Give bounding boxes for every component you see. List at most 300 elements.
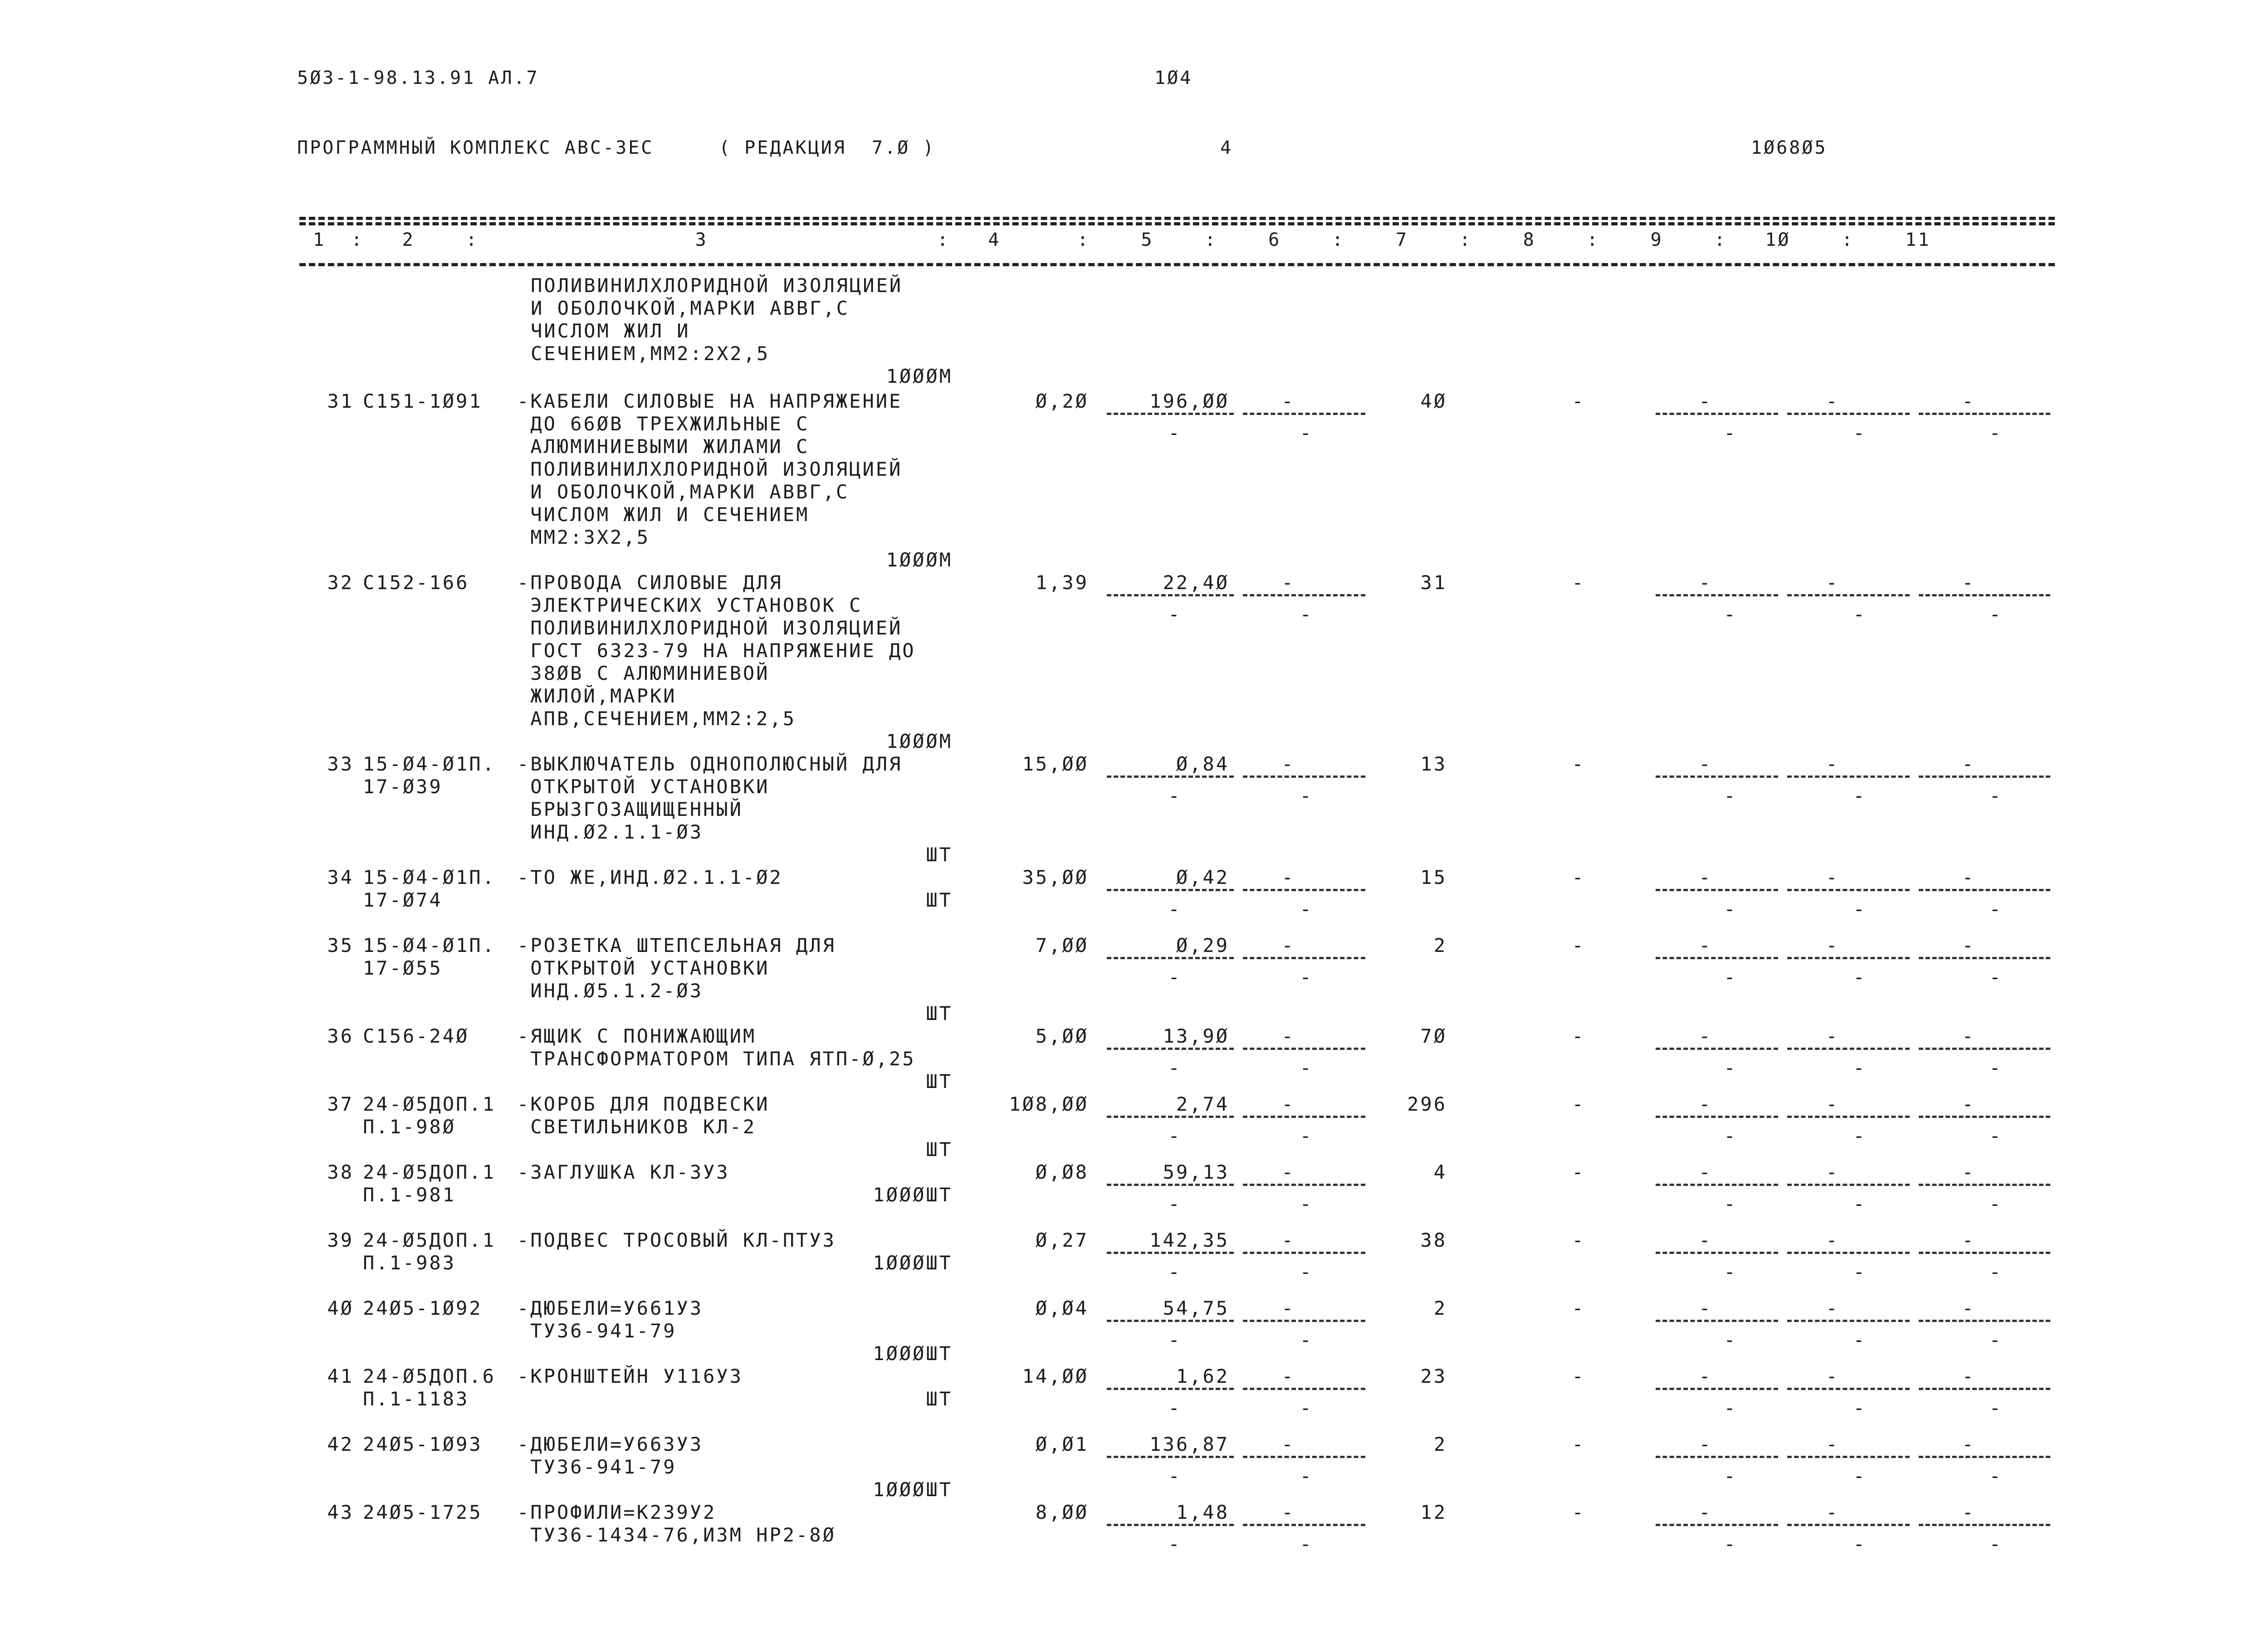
col9-underline (1656, 776, 1778, 778)
col10-underline (1787, 1388, 1910, 1390)
col5-second-dash: - (1168, 898, 1182, 920)
col10-underline (1787, 1456, 1910, 1458)
col11-value: - (1962, 934, 1975, 956)
col5-second-dash: - (1168, 603, 1182, 625)
row-unit: ШТ (926, 1388, 953, 1410)
col10-underline (1787, 957, 1910, 959)
row-number: 31 (327, 390, 354, 412)
top-rule (299, 217, 2055, 220)
col5-underline (1107, 594, 1234, 596)
row-number: 42 (327, 1433, 354, 1455)
col9-value: - (1699, 1297, 1712, 1319)
col10-value: - (1826, 1093, 1839, 1115)
col11-second-dash: - (1989, 1261, 2003, 1283)
col5-value: 13,9Ø (1163, 1025, 1229, 1047)
col9-underline (1656, 594, 1778, 596)
col10-value: - (1826, 1501, 1839, 1523)
col9-value: - (1699, 390, 1712, 412)
col9-underline (1656, 957, 1778, 959)
col10-underline (1787, 889, 1910, 891)
col11-second-dash: - (1989, 603, 2003, 625)
col11-underline (1919, 1252, 2050, 1254)
col5-underline (1107, 1184, 1234, 1186)
row-unit: 1ØØØМ (886, 730, 953, 752)
col10-value: - (1826, 1025, 1839, 1047)
col5-underline (1107, 957, 1234, 959)
col8-value: - (1572, 866, 1585, 888)
col6-second-dash: - (1300, 1533, 1313, 1555)
col11-underline (1919, 1388, 2050, 1390)
row-code: 15-Ø4-Ø1П. (363, 866, 496, 888)
col6-second-dash: - (1300, 1057, 1313, 1079)
col11-second-dash: - (1989, 1125, 2003, 1147)
col11-value: - (1962, 866, 1975, 888)
col4-value: 15,ØØ (1022, 753, 1089, 775)
row-description: АПВ,СЕЧЕНИЕМ,ММ2:2,5 (517, 707, 797, 730)
row-unit: 1ØØØШТ (873, 1478, 953, 1501)
col5-second-dash: - (1168, 1125, 1182, 1147)
row-description: ПОЛИВИНИЛХЛОРИДНОЙ ИЗОЛЯЦИЕЙ (517, 458, 903, 480)
row-code: 24-Ø5ДОП.6 (363, 1365, 496, 1387)
col10-value: - (1826, 1433, 1839, 1455)
col9-underline (1656, 1388, 1778, 1390)
continuation-unit: 1ØØØМ (886, 365, 953, 387)
col9-value: - (1699, 1433, 1712, 1455)
row-description: -ЗАГЛУШКА КЛ-3У3 (517, 1161, 730, 1183)
row-unit: ШТ (926, 844, 953, 866)
col6-second-dash: - (1300, 1261, 1313, 1283)
row-description: -РОЗЕТКА ШТЕПСЕЛЬНАЯ ДЛЯ (517, 934, 836, 956)
col11-underline (1919, 1048, 2050, 1050)
col9-underline (1656, 1320, 1778, 1322)
col7-value: 13 (1420, 753, 1447, 775)
col6-value: - (1281, 1433, 1295, 1455)
col11-second-dash: - (1989, 1465, 2003, 1487)
row-code: 24-Ø5ДОП.1 (363, 1093, 496, 1115)
col7-value: 296 (1407, 1093, 1447, 1115)
col5-value: 2,74 (1176, 1093, 1229, 1115)
col5-underline (1107, 1320, 1234, 1322)
col5-underline (1107, 889, 1234, 891)
col9-second-dash: - (1724, 1397, 1737, 1419)
row-description: -ПРОФИЛИ=К239У2 (517, 1501, 717, 1523)
row-description: ММ2:3Х2,5 (517, 526, 650, 548)
col4-value: 7,ØØ (1035, 934, 1089, 956)
col9-underline (1656, 889, 1778, 891)
col10-value: - (1826, 1297, 1839, 1319)
col5-value: Ø,84 (1176, 753, 1229, 775)
continuation-line: СЕЧЕНИЕМ,ММ2:2Х2,5 (531, 342, 770, 365)
col6-value: - (1281, 571, 1295, 594)
col10-value: - (1826, 1161, 1839, 1183)
continuation-line: ЧИСЛОМ ЖИЛ И (531, 320, 690, 342)
col6-underline (1243, 1320, 1365, 1322)
col11-value: - (1962, 1025, 1975, 1047)
col7-value: 12 (1420, 1501, 1447, 1523)
col6-underline (1243, 1048, 1365, 1050)
col10-underline (1787, 413, 1910, 415)
row-number: 32 (327, 571, 354, 594)
col6-underline (1243, 413, 1365, 415)
col11-second-dash: - (1989, 785, 2003, 807)
col11-second-dash: - (1989, 966, 2003, 988)
col10-second-dash: - (1853, 785, 1867, 807)
col5-value: 59,13 (1163, 1161, 1229, 1183)
col9-second-dash: - (1724, 422, 1737, 444)
row-code: 15-Ø4-Ø1П. (363, 934, 496, 956)
continuation-line: ПОЛИВИНИЛХЛОРИДНОЙ ИЗОЛЯЦИЕЙ (531, 274, 903, 297)
col8-value: - (1572, 1025, 1585, 1047)
col10-value: - (1826, 866, 1839, 888)
col9-second-dash: - (1724, 898, 1737, 920)
col9-underline (1656, 1456, 1778, 1458)
row-description: -ПРОВОДА СИЛОВЫЕ ДЛЯ (517, 571, 783, 594)
col10-second-dash: - (1853, 898, 1867, 920)
col5-second-dash: - (1168, 1261, 1182, 1283)
row-code: П.1-981 (363, 1184, 456, 1206)
col6-value: - (1281, 1161, 1295, 1183)
col6-value: - (1281, 866, 1295, 888)
col5-value: 196,ØØ (1149, 390, 1229, 412)
col5-underline (1107, 1252, 1234, 1254)
row-code: 24-Ø5ДОП.1 (363, 1229, 496, 1251)
row-description: АЛЮМИНИЕВЫМИ ЖИЛАМИ С (517, 435, 810, 458)
col9-underline (1656, 1252, 1778, 1254)
row-description: ТУ36-941-79 (517, 1456, 677, 1478)
col6-second-dash: - (1300, 603, 1313, 625)
col6-underline (1243, 1116, 1365, 1118)
col9-value: - (1699, 571, 1712, 594)
row-code: 17-Ø39 (363, 776, 443, 798)
col4-value: Ø,2Ø (1035, 390, 1089, 412)
row-description: ОТКРЫТОЙ УСТАНОВКИ (517, 957, 770, 979)
row-code: 17-Ø55 (363, 957, 443, 979)
row-description: ИНД.Ø2.1.1-Ø3 (517, 821, 704, 843)
sheet-number: 4 (1220, 137, 1233, 158)
col10-underline (1787, 1524, 1910, 1526)
row-unit: 1ØØØШТ (873, 1342, 953, 1365)
row-description: -КОРОБ ДЛЯ ПОДВЕСКИ (517, 1093, 770, 1115)
row-description: ТУ36-1434-76,ИЗМ НР2-8Ø (517, 1524, 836, 1546)
col6-second-dash: - (1300, 1193, 1313, 1215)
header-bottom-rule (299, 263, 2055, 266)
row-code: С151-1Ø91 (363, 390, 483, 412)
col5-second-dash: - (1168, 1057, 1182, 1079)
row-description: -КРОНШТЕЙН У116У3 (517, 1365, 743, 1387)
row-code: 24Ø5-1Ø93 (363, 1433, 483, 1455)
row-unit: ШТ (926, 1002, 953, 1024)
col7-value: 31 (1420, 571, 1447, 594)
col11-underline (1919, 413, 2050, 415)
row-description: 38ØВ С АЛЮМИНИЕВОЙ (517, 662, 770, 684)
row-unit: ШТ (926, 1070, 953, 1093)
col11-value: - (1962, 1365, 1975, 1387)
col11-value: - (1962, 1297, 1975, 1319)
col5-value: Ø,29 (1176, 934, 1229, 956)
col5-value: 22,4Ø (1163, 571, 1229, 594)
row-code: 24-Ø5ДОП.1 (363, 1161, 496, 1183)
col9-value: - (1699, 753, 1712, 775)
row-code: П.1-1183 (363, 1388, 469, 1410)
col9-underline (1656, 1116, 1778, 1118)
row-description: ЖИЛОЙ,МАРКИ (517, 685, 677, 707)
row-description: ЭЛЕКТРИЧЕСКИХ УСТАНОВОК С (517, 594, 863, 616)
col10-underline (1787, 594, 1910, 596)
col9-underline (1656, 1184, 1778, 1186)
col5-second-dash: - (1168, 1465, 1182, 1487)
col6-underline (1243, 594, 1365, 596)
col5-underline (1107, 1388, 1234, 1390)
col11-underline (1919, 1320, 2050, 1322)
column-header: 1 : 2 : 3 : 4 : 5 : 6 : 7 : 8 : 9 : 1Ø : 11 (313, 229, 1931, 250)
col6-second-dash: - (1300, 966, 1313, 988)
col11-underline (1919, 1456, 2050, 1458)
col9-value: - (1699, 1093, 1712, 1115)
col4-value: Ø,Ø8 (1035, 1161, 1089, 1183)
row-number: 35 (327, 934, 354, 956)
col11-underline (1919, 776, 2050, 778)
row-description: -ТО ЖЕ,ИНД.Ø2.1.1-Ø2 (517, 866, 783, 888)
row-number: 34 (327, 866, 354, 888)
col7-value: 7Ø (1420, 1025, 1447, 1047)
col11-second-dash: - (1989, 1193, 2003, 1215)
row-unit: 1ØØØМ (886, 549, 953, 571)
col9-value: - (1699, 934, 1712, 956)
col6-value: - (1281, 1501, 1295, 1523)
col4-value: 14,ØØ (1022, 1365, 1089, 1387)
row-number: 41 (327, 1365, 354, 1387)
col4-value: Ø,27 (1035, 1229, 1089, 1251)
col9-second-dash: - (1724, 1329, 1737, 1351)
col6-underline (1243, 1524, 1365, 1526)
row-description: ГОСТ 6323-79 НА НАПРЯЖЕНИЕ ДО (517, 639, 916, 662)
row-unit: 1ØØØШТ (873, 1184, 953, 1206)
col10-underline (1787, 1184, 1910, 1186)
col6-underline (1243, 776, 1365, 778)
col6-value: - (1281, 1229, 1295, 1251)
col8-value: - (1572, 1501, 1585, 1523)
col9-second-dash: - (1724, 1125, 1737, 1147)
col6-value: - (1281, 1093, 1295, 1115)
row-unit: ШТ (926, 889, 953, 911)
row-description: -ДЮБЕЛИ=У661У3 (517, 1297, 704, 1319)
col5-value: 1,62 (1176, 1365, 1229, 1387)
col11-second-dash: - (1989, 1397, 2003, 1419)
col5-value: 54,75 (1163, 1297, 1229, 1319)
col6-value: - (1281, 1365, 1295, 1387)
col7-value: 15 (1420, 866, 1447, 888)
col8-value: - (1572, 1161, 1585, 1183)
row-description: И ОБОЛОЧКОЙ,МАРКИ АВВГ,С (517, 481, 850, 503)
row-number: 37 (327, 1093, 354, 1115)
row-description: -ПОДВЕС ТРОСОВЫЙ КЛ-ПТУ3 (517, 1229, 836, 1251)
col10-value: - (1826, 753, 1839, 775)
col11-value: - (1962, 1433, 1975, 1455)
col6-value: - (1281, 1025, 1295, 1047)
col6-second-dash: - (1300, 1465, 1313, 1487)
col6-underline (1243, 1456, 1365, 1458)
continuation-line: И ОБОЛОЧКОЙ,МАРКИ АВВГ,С (531, 297, 850, 319)
col7-value: 2 (1433, 1433, 1447, 1455)
col6-second-dash: - (1300, 422, 1313, 444)
col10-underline (1787, 1320, 1910, 1322)
row-code: П.1-983 (363, 1252, 456, 1274)
row-description: ИНД.Ø5.1.2-Ø3 (517, 980, 704, 1002)
col11-value: - (1962, 753, 1975, 775)
col11-underline (1919, 889, 2050, 891)
col5-second-dash: - (1168, 1193, 1182, 1215)
col10-second-dash: - (1853, 1533, 1867, 1555)
col5-second-dash: - (1168, 1329, 1182, 1351)
col9-value: - (1699, 1161, 1712, 1183)
col10-value: - (1826, 571, 1839, 594)
col9-value: - (1699, 866, 1712, 888)
col4-value: 1Ø8,ØØ (1009, 1093, 1089, 1115)
col6-underline (1243, 1184, 1365, 1186)
col6-second-dash: - (1300, 1329, 1313, 1351)
row-number: 33 (327, 753, 354, 775)
col9-second-dash: - (1724, 1261, 1737, 1283)
col7-value: 2 (1433, 1297, 1447, 1319)
col11-second-dash: - (1989, 1329, 2003, 1351)
col6-second-dash: - (1300, 1125, 1313, 1147)
row-description: ПОЛИВИНИЛХЛОРИДНОЙ ИЗОЛЯЦИЕЙ (517, 617, 903, 639)
col10-value: - (1826, 1229, 1839, 1251)
col11-second-dash: - (1989, 1057, 2003, 1079)
row-code: С156-24Ø (363, 1025, 469, 1047)
col8-value: - (1572, 934, 1585, 956)
col7-value: 38 (1420, 1229, 1447, 1251)
col6-underline (1243, 1252, 1365, 1254)
col5-underline (1107, 1524, 1234, 1526)
col9-second-dash: - (1724, 1465, 1737, 1487)
col4-value: Ø,Ø4 (1035, 1297, 1089, 1319)
col8-value: - (1572, 1433, 1585, 1455)
page-number: 1Ø4 (1154, 68, 1193, 88)
row-description: ОТКРЫТОЙ УСТАНОВКИ (517, 776, 770, 798)
row-number: 38 (327, 1161, 354, 1183)
col10-second-dash: - (1853, 1261, 1867, 1283)
row-description: ДО 66ØВ ТРЕХЖИЛЬНЫЕ С (517, 413, 810, 435)
row-description: -КАБЕЛИ СИЛОВЫЕ НА НАПРЯЖЕНИЕ (517, 390, 903, 412)
col8-value: - (1572, 390, 1585, 412)
row-description: -ЯЩИК С ПОНИЖАЮЩИМ (517, 1025, 757, 1047)
col11-underline (1919, 594, 2050, 596)
col11-second-dash: - (1989, 1533, 2003, 1555)
col11-second-dash: - (1989, 898, 2003, 920)
col10-second-dash: - (1853, 1125, 1867, 1147)
col7-value: 4Ø (1420, 390, 1447, 412)
row-number: 43 (327, 1501, 354, 1523)
col5-underline (1107, 413, 1234, 415)
row-number: 36 (327, 1025, 354, 1047)
col8-value: - (1572, 1093, 1585, 1115)
col5-second-dash: - (1168, 1397, 1182, 1419)
col9-second-dash: - (1724, 603, 1737, 625)
col5-value: Ø,42 (1176, 866, 1229, 888)
col4-value: 8,ØØ (1035, 1501, 1089, 1523)
col7-value: 2 (1433, 934, 1447, 956)
program-title: ПРОГРАММНЫЙ КОМПЛЕКС АВС-3ЕС (297, 137, 654, 158)
col9-second-dash: - (1724, 966, 1737, 988)
col9-value: - (1699, 1501, 1712, 1523)
col8-value: - (1572, 1229, 1585, 1251)
col10-value: - (1826, 390, 1839, 412)
col5-second-dash: - (1168, 422, 1182, 444)
row-description: ТУ36-941-79 (517, 1320, 677, 1342)
col10-second-dash: - (1853, 422, 1867, 444)
col11-underline (1919, 1524, 2050, 1526)
col4-value: 1,39 (1035, 571, 1089, 594)
col10-value: - (1826, 934, 1839, 956)
row-code: 24Ø5-1Ø92 (363, 1297, 483, 1319)
row-code: 24Ø5-1725 (363, 1501, 483, 1523)
row-code: 17-Ø74 (363, 889, 443, 911)
col5-value: 1,48 (1176, 1501, 1229, 1523)
col5-underline (1107, 1116, 1234, 1118)
col11-underline (1919, 957, 2050, 959)
col5-value: 142,35 (1149, 1229, 1229, 1251)
col6-value: - (1281, 390, 1295, 412)
col9-value: - (1699, 1025, 1712, 1047)
col4-value: 35,ØØ (1022, 866, 1089, 888)
col6-underline (1243, 957, 1365, 959)
col9-value: - (1699, 1365, 1712, 1387)
col9-underline (1656, 413, 1778, 415)
col4-value: Ø,Ø1 (1035, 1433, 1089, 1455)
col11-second-dash: - (1989, 422, 2003, 444)
row-description: ЧИСЛОМ ЖИЛ И СЕЧЕНИЕМ (517, 503, 810, 526)
top-rule-2 (299, 222, 2055, 225)
row-code: С152-166 (363, 571, 469, 594)
col6-underline (1243, 889, 1365, 891)
row-description: -ВЫКЛЮЧАТЕЛЬ ОДНОПОЛЮСНЫЙ ДЛЯ (517, 753, 903, 775)
col8-value: - (1572, 1365, 1585, 1387)
col5-second-dash: - (1168, 1533, 1182, 1555)
col9-second-dash: - (1724, 785, 1737, 807)
row-unit: ШТ (926, 1138, 953, 1161)
col10-second-dash: - (1853, 966, 1867, 988)
col9-value: - (1699, 1229, 1712, 1251)
col10-second-dash: - (1853, 1465, 1867, 1487)
col6-second-dash: - (1300, 898, 1313, 920)
col11-value: - (1962, 1501, 1975, 1523)
col10-second-dash: - (1853, 1397, 1867, 1419)
col9-second-dash: - (1724, 1533, 1737, 1555)
col6-value: - (1281, 753, 1295, 775)
row-number: 4Ø (327, 1297, 354, 1319)
col11-underline (1919, 1184, 2050, 1186)
col10-underline (1787, 776, 1910, 778)
col5-underline (1107, 776, 1234, 778)
col10-value: - (1826, 1365, 1839, 1387)
col5-underline (1107, 1048, 1234, 1050)
col8-value: - (1572, 1297, 1585, 1319)
col9-underline (1656, 1524, 1778, 1526)
col9-second-dash: - (1724, 1193, 1737, 1215)
col10-underline (1787, 1116, 1910, 1118)
col5-second-dash: - (1168, 785, 1182, 807)
col11-value: - (1962, 1229, 1975, 1251)
document-number: 1Ø68Ø5 (1751, 137, 1828, 158)
col10-second-dash: - (1853, 1193, 1867, 1215)
col11-value: - (1962, 390, 1975, 412)
col6-second-dash: - (1300, 1397, 1313, 1419)
col10-second-dash: - (1853, 603, 1867, 625)
col5-second-dash: - (1168, 966, 1182, 988)
col5-underline (1107, 1456, 1234, 1458)
row-description: -ДЮБЕЛИ=У663У3 (517, 1433, 704, 1455)
